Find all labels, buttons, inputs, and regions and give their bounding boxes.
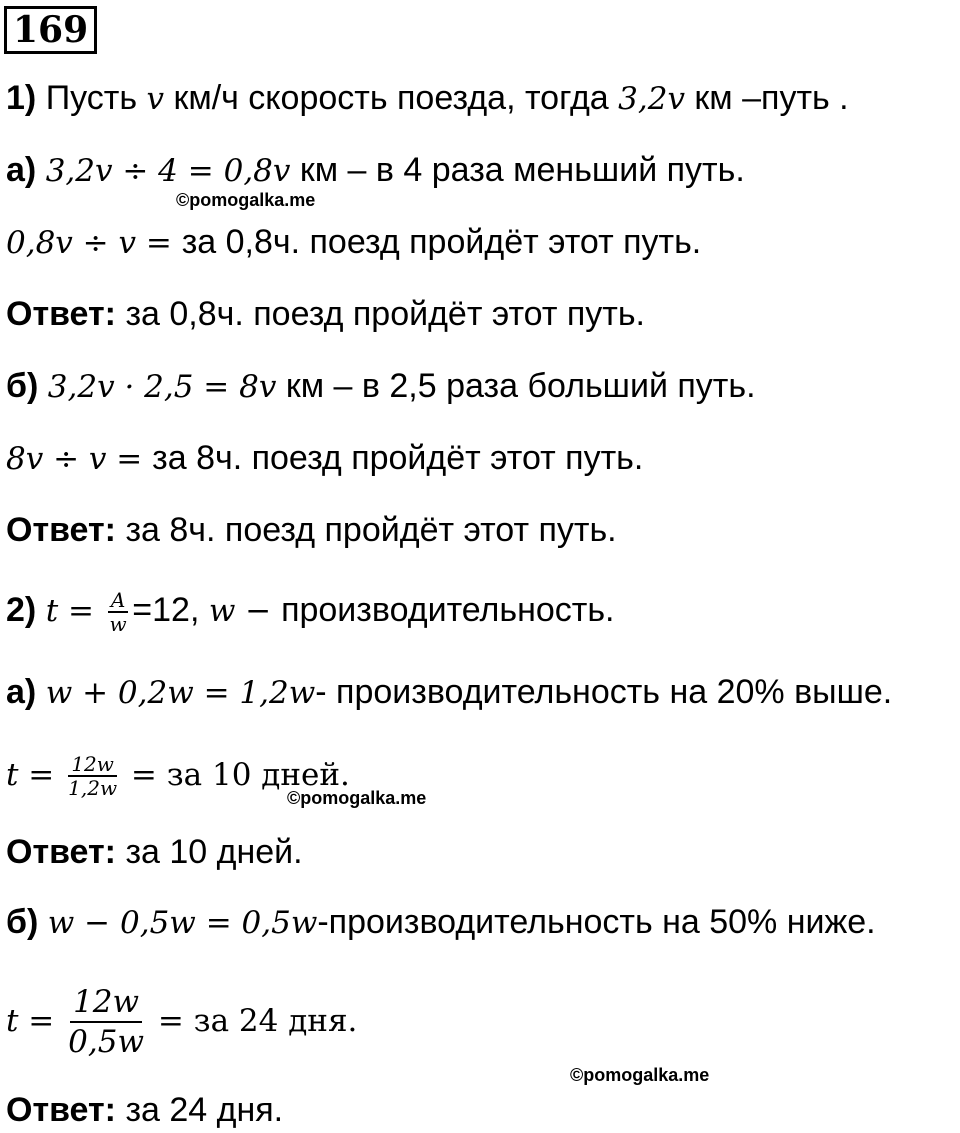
part2-a-frac-den: 1,2w (68, 776, 118, 801)
part1-b-answer (6, 510, 617, 550)
part1-b-text: км – в 2,5 раза больший путь. (276, 367, 756, 405)
part2-w-text: производительность. (281, 591, 615, 629)
part1-a-answer (6, 294, 645, 334)
part1-b-line2 (6, 438, 643, 479)
part2-b-frac-den: 0,5w (68, 1024, 144, 1061)
part1-b-line2-expr: 8v ÷ v = (6, 441, 153, 477)
part1-b-expr: 3,2v · 2,5 = 8v (47, 369, 277, 405)
part2-a-text: - производительность на 20% выше. (315, 673, 893, 711)
part2-a-expr: w + 0,2w = 1,2w (45, 675, 316, 711)
watermark-3: ©pomogalka.me (570, 1065, 710, 1085)
problem-number: 169 (4, 6, 97, 54)
part2-b-line (6, 902, 876, 943)
part2-fraction (108, 589, 128, 635)
part2-label: 2) (6, 591, 37, 629)
part1-a-answer-text: за 0,8ч. поезд пройдёт этот путь. (116, 295, 645, 333)
part2-b-answer (6, 1090, 283, 1130)
part1-a-line2-text: за 0,8ч. поезд пройдёт этот путь. (181, 223, 702, 261)
part1-intro-text-3: км –путь . (684, 79, 849, 117)
part2-a-answer-label: Ответ: (6, 833, 116, 871)
part2-a-t-eq: t = (6, 757, 65, 793)
part2-w-def: w − (208, 593, 282, 629)
part2-frac-den: w (109, 612, 127, 637)
part1-a-answer-label: Ответ: (6, 295, 116, 333)
part1-expr: 3,2v (618, 81, 685, 117)
part2-a-answer-text: за 10 дней. (116, 833, 303, 871)
part2-a-fraction (68, 753, 117, 799)
part1-b-answer-text: за 8ч. поезд пройдёт этот путь. (116, 511, 617, 549)
part1-b-answer-label: Ответ: (6, 511, 116, 549)
part1-v: v (146, 81, 164, 117)
part1-a-line (6, 150, 745, 191)
part2-a-label: а) (6, 673, 37, 711)
part2-a-line (6, 672, 892, 713)
part2-intro-line (6, 582, 615, 639)
part2-b-answer-label: Ответ: (6, 1091, 116, 1129)
part1-intro-line (6, 78, 849, 119)
part2-a-answer (6, 832, 303, 872)
part2-b-expr: w − 0,5w = 0,5w (47, 905, 318, 941)
part2-b-after-frac: = за 24 дня. (147, 1003, 358, 1039)
part1-b-line (6, 366, 756, 407)
part2-b-t-eq: t = (6, 1003, 65, 1039)
part2-b-answer-text: за 24 дня. (116, 1091, 284, 1129)
part1-intro-text-2: км/ч скорость поезда, тогда (164, 79, 619, 117)
watermark-2: ©pomogalka.me (287, 788, 427, 808)
part2-a-after-frac: = за 10 дней. (121, 757, 350, 793)
part2-b-label: б) (6, 903, 39, 941)
part2-b-fraction (68, 983, 144, 1061)
part1-a-line2-expr: 0,8v ÷ v = (6, 225, 182, 261)
part1-a-text: км – в 4 раза меньший путь. (290, 151, 745, 189)
part1-a-expr: 3,2v ÷ 4 = 0,8v (45, 153, 291, 189)
part2-b-t-line (6, 968, 357, 1073)
part2-t-eq: t = (45, 593, 104, 629)
part1-b-label: б) (6, 367, 39, 405)
part1-b-line2-text: за 8ч. поезд пройдёт этот путь. (152, 439, 644, 477)
part2-b-text: -производительность на 50% ниже. (317, 903, 876, 941)
part1-a-line2 (6, 222, 701, 263)
part2-after-frac: =12, (132, 591, 209, 629)
part2-b-frac-num: 12w (70, 983, 142, 1023)
part1-label: 1) (6, 79, 37, 117)
part1-a-label: а) (6, 151, 37, 189)
part1-intro-text-1: Пусть (45, 79, 147, 117)
part2-frac-num: A (108, 589, 128, 613)
part2-a-frac-num: 12w (68, 753, 117, 777)
watermark-1: ©pomogalka.me (176, 190, 316, 210)
